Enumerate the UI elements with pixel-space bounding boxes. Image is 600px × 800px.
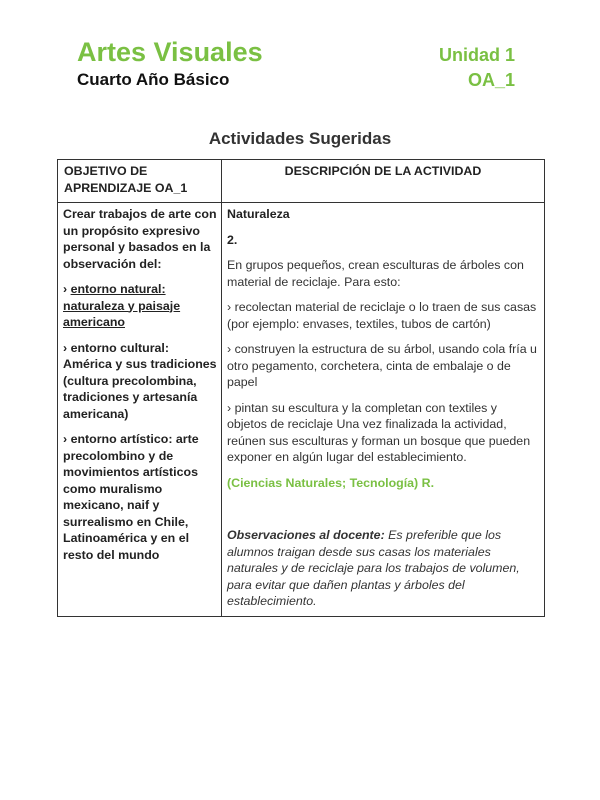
observation-label: Observaciones al docente: [227, 528, 385, 542]
subject-title: Artes Visuales [77, 37, 263, 67]
activity-step-1: › recolectan material de reciclaje o lo traen de sus casas (por ejemplo: envases, textiles, tubos de cartón) [227, 300, 537, 331]
objective-item-natural [63, 281, 217, 331]
activity-number: 2. [227, 232, 238, 247]
table-header-row [58, 160, 545, 203]
teacher-observation [227, 527, 538, 610]
activity-step-2: › construyen la estructura de su árbol, usando cola fría u otro pegamento, corchetera, cinta de embalaje o de papel [227, 342, 537, 389]
page-header [77, 36, 515, 92]
natural-environment-text: entorno natural: naturaleza y paisaje americano [63, 282, 181, 329]
table-row [58, 203, 545, 617]
grade-subtitle: Cuarto Año Básico [77, 70, 230, 89]
activity-table [57, 159, 545, 617]
unit-label: Unidad 1 [438, 45, 515, 65]
activity-step-3: › pintan su escultura y la completan con textiles y objetos de reciclaje Una vez finalizada la actividad, reúnen sus esculturas y forman un bosque que pueden exponer en algún lugar del establecimiento. [227, 400, 531, 464]
activity-theme: Naturaleza [227, 207, 290, 221]
oa-label: OA_1 [467, 70, 515, 90]
description-cell [222, 203, 545, 617]
header-objective: OBJETIVO DE APRENDIZAJE OA_1 [58, 160, 222, 203]
objective-cell [58, 203, 222, 617]
crossref-subjects: (Ciencias Naturales; Tecnología) R. [227, 475, 435, 490]
bullet-prefix: › [63, 282, 71, 296]
header-description: DESCRIPCIÓN DE LA ACTIVIDAD [222, 160, 545, 203]
activity-intro: En grupos pequeños, crean esculturas de árboles con material de reciclaje. Para esto: [227, 258, 524, 289]
observation-text: Es preferible que los alumnos traigan desde sus casas los materiales naturales y de reciclaje para los trabajos de volumen, para evitar que dañen plantas y árboles del establecimiento. [227, 528, 520, 608]
section-title: Actividades Sugeridas [208, 129, 392, 148]
objective-item-artistic: › entorno artístico: arte precolombino y de movimientos artísticos como muralismo mexicano, naif y surrealismo en Chile, Latinoamérica y en el resto del mundo [63, 432, 199, 562]
objective-intro: Crear trabajos de arte con un propósito expresivo personal y basados en la observación del: [63, 207, 217, 271]
objective-item-cultural: › entorno cultural: América y sus tradiciones (cultura precolombina, tradiciones y artesanía americana) [63, 340, 217, 421]
